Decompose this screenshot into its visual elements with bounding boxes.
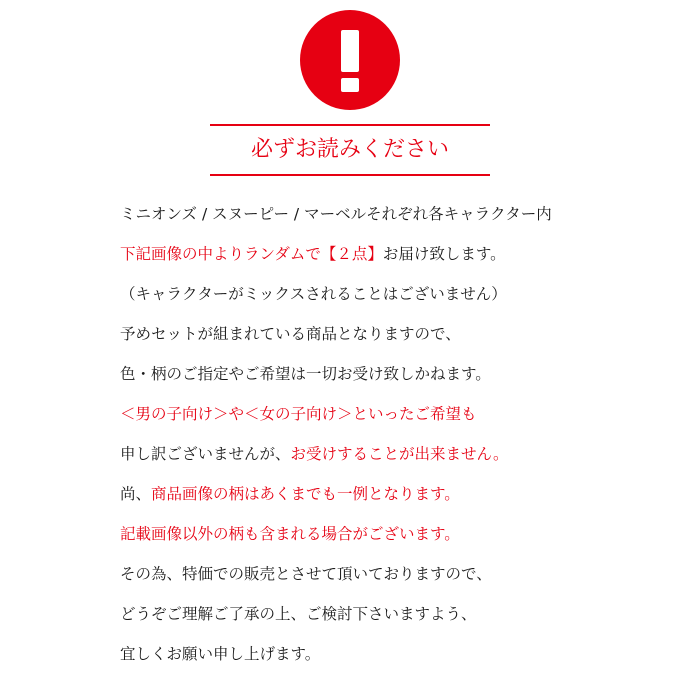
highlight-text: お受けすることが出来ません。 xyxy=(290,445,509,463)
notice-line xyxy=(120,439,680,479)
body-text: 色・柄のご指定やご希望は一切お受け致しかねます。 xyxy=(120,365,491,383)
notice-line xyxy=(120,599,680,639)
exclamation-dot xyxy=(341,78,359,92)
body-text: その為、特価での販売とさせて頂いておりますので、 xyxy=(120,565,492,583)
heading-bottom-rule xyxy=(210,174,490,176)
notice-line xyxy=(120,519,680,559)
body-text: ミニオンズ / スヌーピー / マーベルそれぞれ各キャラクター内 xyxy=(120,205,552,223)
notice-line xyxy=(120,639,680,679)
exclamation-circle-icon xyxy=(300,10,400,110)
notice-line xyxy=(120,279,680,319)
notice-body xyxy=(120,199,680,679)
notice-line xyxy=(120,479,680,519)
notice-line xyxy=(120,359,680,399)
heading-top-rule xyxy=(210,124,490,126)
body-text: 申し訳ございませんが、 xyxy=(120,445,291,463)
notice-line xyxy=(120,199,680,239)
body-text: 予めセットが組まれている商品となりますので、 xyxy=(120,325,461,343)
notice-line xyxy=(120,559,680,599)
notice-heading-block xyxy=(210,124,490,176)
body-text: 尚、 xyxy=(120,485,152,503)
highlight-text: 商品画像の柄はあくまでも一例となります。 xyxy=(151,485,460,503)
notice-line xyxy=(120,319,680,359)
notice-line xyxy=(120,239,680,279)
exclamation-bar xyxy=(341,30,359,72)
body-text: （キャラクターがミックスされることはございません） xyxy=(120,285,507,303)
body-text: 宜しくお願い申し上げます。 xyxy=(120,645,321,663)
notice-line xyxy=(120,399,680,439)
body-text: どうぞご理解ご了承の上、ご検討下さいますよう、 xyxy=(120,605,477,623)
body-text: お届け致します。 xyxy=(382,245,506,263)
notice-heading: 必ずお読みください xyxy=(250,137,449,162)
exclamation-circle-svg xyxy=(300,10,400,110)
highlight-text: 下記画像の中よりランダムで【２点】 xyxy=(120,245,383,263)
highlight-text: 記載画像以外の柄も含まれる場合がございます。 xyxy=(120,525,460,543)
highlight-text: ＜男の子向け＞や＜女の子向け＞といったご希望も xyxy=(120,405,477,423)
